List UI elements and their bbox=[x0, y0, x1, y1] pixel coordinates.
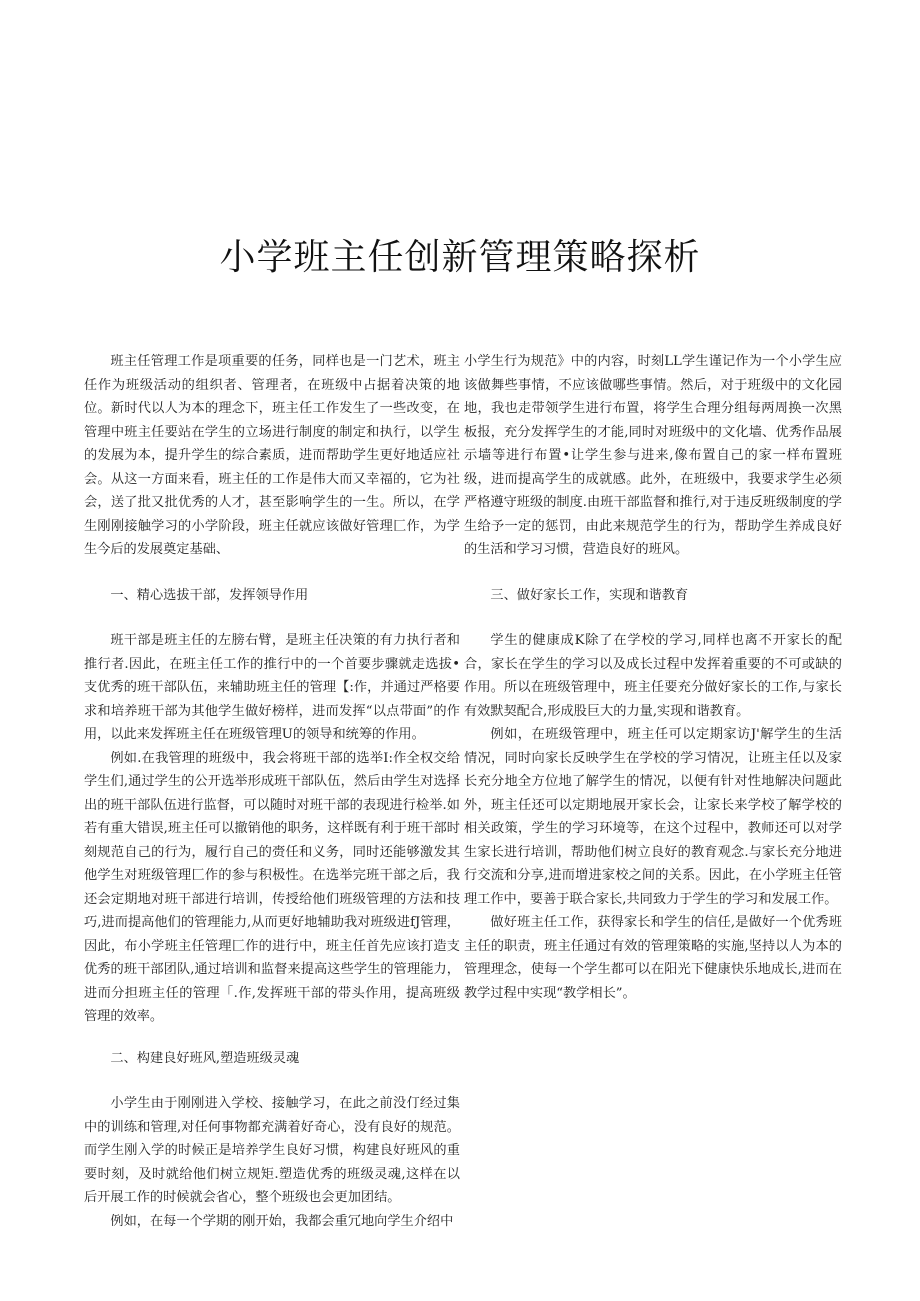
document-title: 小学班主任创新管理策略探析 bbox=[219, 237, 701, 279]
section-1-paragraph-1: 班干部是班主任的左膀右臂，是班主任决策的有力执行者和推行者.因此，在班主任工作的推行中的一个首要步骤就走选拔•支优秀的班干部队伍，来辅助班主任的管理【:作，并通过严格要求和培养班干部为其他学生做好榜样，进而发挥“以点带面”的作用，以此来发挥班主任在班级管理U的领导和统筹的作用。 bbox=[84, 633, 460, 742]
right-column bbox=[464, 350, 842, 1005]
section-3-paragraph-1: 学生的健康成K除了在学校的学习,同样也离不开家长的配合，家长在学生的学习以及成长过程中发挥着重要的不可或缺的作用。所以在班级管理中，班主任要充分做好家长的工作,与家长有效默契配合,形成股巨大的力量,实现和谐教育。 bbox=[464, 633, 842, 719]
section-heading-2: 二、构建良好班风,塑造班级灵魂 bbox=[110, 1050, 300, 1066]
left-column bbox=[84, 350, 460, 1233]
section-2-paragraph-2: 例如，在每一个学期的刚开始，我都会重冗地向学生介绍中 bbox=[110, 1213, 454, 1229]
section-2-paragraph-1: 小学生由于刚刚进入学校、接触学习，在此之前没仃经过集中的训练和管理,对任何事物都充满着好奇心，没有良好的规范。而学生刚入学的时候正是培养学生良好习惯，构建良好班风的重要时刻，及时就给他们树立规矩.塑造优秀的班级灵魂,这样在以后开展工作的时候就会省心，整个班级也会更加团结。 bbox=[84, 1096, 460, 1205]
conclusion-paragraph: 做好班主任工作，获得家长和学生的信任,是做好一个优秀班主任的职责，班主任通过有效的管理策略的实施,坚持以人为本的管理理念，使每一个学生都可以在阳光下健康快乐地成长,进而在教学过程中实现“教学相长”。 bbox=[464, 915, 842, 1001]
section-heading-1: 一、精心选拔干部，发挥领导作用 bbox=[110, 587, 309, 603]
continued-paragraph: 小学生行为规范》中的内容，时刻LL学生谨记作为一个小学生应该做舞些事情，不应该做哪些事情。然后，对于班级中的文化园地，我也走带领学生进行布置，将学生合理分组每两周换一次黑板报，充分发挥学生的才能,同时对班级中的文化墙、优秀作品展示墙等进行布置•让学生参与进来,像布置自己的家一样布置班级，进而提高学生的成就感。此外，在班级中，我要求学生必须严格遵守班级的制度.由班干部监督和推行,对于违反班级制度的学生给予一定的惩罚，由此来规范学生的行为，帮助学生养成良好的生活和学习习惯，营造良好的班风。 bbox=[464, 354, 842, 557]
section-1-paragraph-2: 例如.在我管理的班级中，我会将班干部的选举I:作全权交给学生们,通过学生的公开选举形成班干部队伍，然后由学生对选择出的班干部队伍进行监督，可以随时对班干部的表现进行检举.如若有重大错误,班主任可以撤销他的职务，这样既有利于班干部时刻规范自己的行为，履行自己的赍任和义务，同时还能够激发其他学生对班级管理匚作的参与积极性。在选举完班干部之后，我还会定期地对班干部进行培训，传授给他们班级管理的方法和技巧,进而提高他们的管理能力,从而更好地辅助我对班级进fJ管理，因此，布小学班主任管理匚作的进行中，班主任首先应该打造支优秀的班干部团队,通过培训和监督来提高这些学生的管理能力，进而分担班主任的管理「.作,发挥班干部的带头作用，提高班级管理的效率。 bbox=[84, 750, 460, 1024]
intro-paragraph: 班主任管理工作是项重要的任务，同样也是一门艺术，班主任作为班级活动的组织者、管理者，在班级中占据着决策的地位。新时代以人为本的理念下，班主任工作发生了一些改变，在管理中班主任要站在学生的立场进行制度的制定和执行，以学生的发展为本，提升学生的综合素质，进而帮助学生更好地适应社会。从这一方面来看，班主任的工作是伟大而又幸福的，它为社会，送了批又批优秀的人才，甚至影响学生的一生。所以，在学生刚刚接触学习的小学阶段，班主任就应该做好管理匚作，为学生今后的发展奠定基础、 bbox=[84, 354, 460, 557]
section-heading-3: 三、做好家长工作，实现和谐教育 bbox=[490, 587, 689, 603]
section-3-paragraph-2: 例如，在班级管理中，班主任可以定期家访J'解学生的生活情况，同时向家长反映学生在学校的学习情况，让班主任以及家长充分地全方位地了解学生的情况，以便有针对性地解决问题此外，班主任还可以定期地展开家长会，让家长来学校了解学校的相关政策，学生的学习环境等，在这个过程中，教师还可以对学生家长进行培训，帮助他们树立良好的教育观念.与家长充分地进行交流和分享,进而增进家校之间的关系。因此，在小学班主任管理工作中，要善于联合家长,共同致力于学生的学习和发展工作。 bbox=[464, 727, 842, 907]
